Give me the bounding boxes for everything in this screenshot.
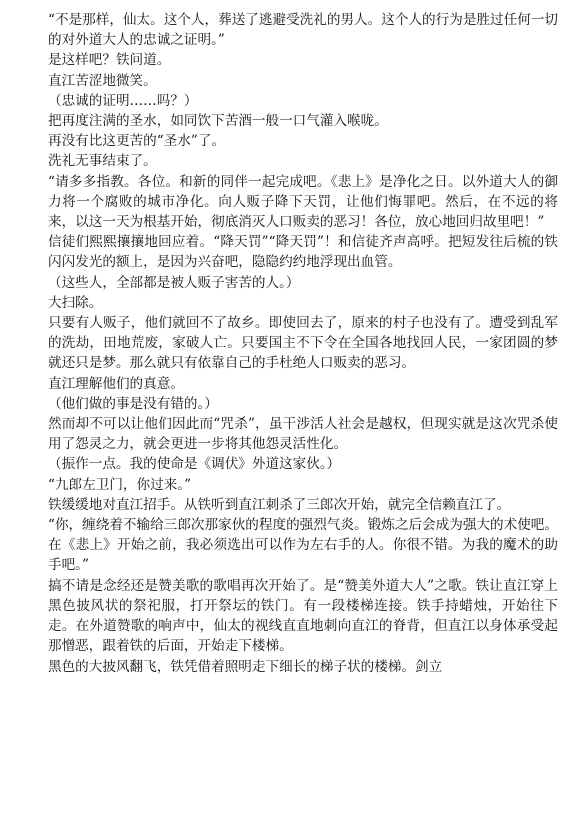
paragraph-7: 洗礼无事结束了。 (48, 153, 157, 170)
paragraph-21: 黑色的大披风翻飞，铁凭借着照明走下细长的梯子状的楼梯。剑立 (48, 658, 443, 675)
paragraph-19: “你，缠绕着不输给三郎次那家伙的程度的强烈气炎。锻炼之后会成为强大的术使吧。在《悲上》开始之前，我必须选出可以作为左右手的人。你很不错。为我的魔术的助手吧。” (48, 517, 558, 574)
paragraph-15: 然而却不可以让他们因此而“咒杀”，虽干涉活人社会是越权，但现实就是这次咒杀使用了怨灵之力，就会更进一步将其他怨灵活性化。 (48, 416, 558, 453)
paragraph-9: 信徒们熙熙攘攘地回应着。“降天罚”“降天罚”！和信徒齐声高呼。把短发往后梳的铁闪闪发光的额上，是因为兴奋吧，隐隐约约地浮现出血管。 (48, 234, 558, 271)
document-page (48, 10, 558, 677)
paragraph-5: 把再度注满的圣水，如同饮下苦酒一般一口气灌入喉咙。 (48, 113, 388, 130)
paragraph-13: 直江理解他们的真意。 (48, 375, 184, 392)
paragraph-2: 是这样吧？铁问道。 (48, 52, 171, 69)
paragraph-16: （振作一点。我的使命是《调伏》外道这家伙。） (48, 456, 341, 473)
paragraph-12: 只要有人贩子，他们就回不了故乡。即使回去了，原来的村子也没有了。遭受到乱军的洗劫，田地荒废，家破人亡。只要国主不下令在全国各地找回人民，一家团圆的梦就还只是梦。那么就只有依靠自己的手杜绝人口贩卖的恶习。 (48, 315, 558, 372)
paragraph-10: （这些人，全部都是被人贩子害苦的人。） (48, 274, 300, 291)
paragraph-1: “不是那样，仙太。这个人，葬送了逃避受洗礼的男人。这个人的行为是胜过任何一切的对外道大人的忠诚之证明。” (48, 12, 558, 49)
paragraph-20: 搞不请是念经还是赞美歌的歌唱再次开始了。是“赞美外道大人”之歌。铁让直江穿上黑色披风状的祭祀服，打开祭坛的铁门。有一段楼梯连接。铁手持蜡烛，开始往下走。在外道赞歌的响声中，仙太的视线直直地刺向直江的脊背，但直江以身体承受起那憎恶，跟着铁的后面，开始走下楼梯。 (48, 577, 558, 655)
paragraph-3: 直江苦涩地微笑。 (48, 72, 157, 89)
paragraph-4: （忠诚的证明……吗？） (48, 92, 198, 109)
paragraph-18: 铁缓缓地对直江招手。从铁听到直江刺杀了三郎次开始，就完全信赖直江了。 (48, 496, 511, 513)
paragraph-14: （他们做的事是没有错的。） (48, 395, 218, 412)
paragraph-11: 大扫除。 (48, 294, 103, 311)
paragraph-17: “九郎左卫门，你过来。” (48, 476, 192, 493)
paragraph-8: “请多多指教。各位。和新的同伴一起完成吧。《悲上》是净化之日。以外道大人的御力将一个腐败的城市净化。向人贩子降下天罚，让他们悔罪吧。然后，在不远的将来，以这一天为根基开始，彻底消灭人口贩卖的恶习！各位，放心地回归故里吧！” (48, 173, 558, 231)
paragraph-6: 再没有比这更苦的“圣水”了。 (48, 133, 226, 150)
